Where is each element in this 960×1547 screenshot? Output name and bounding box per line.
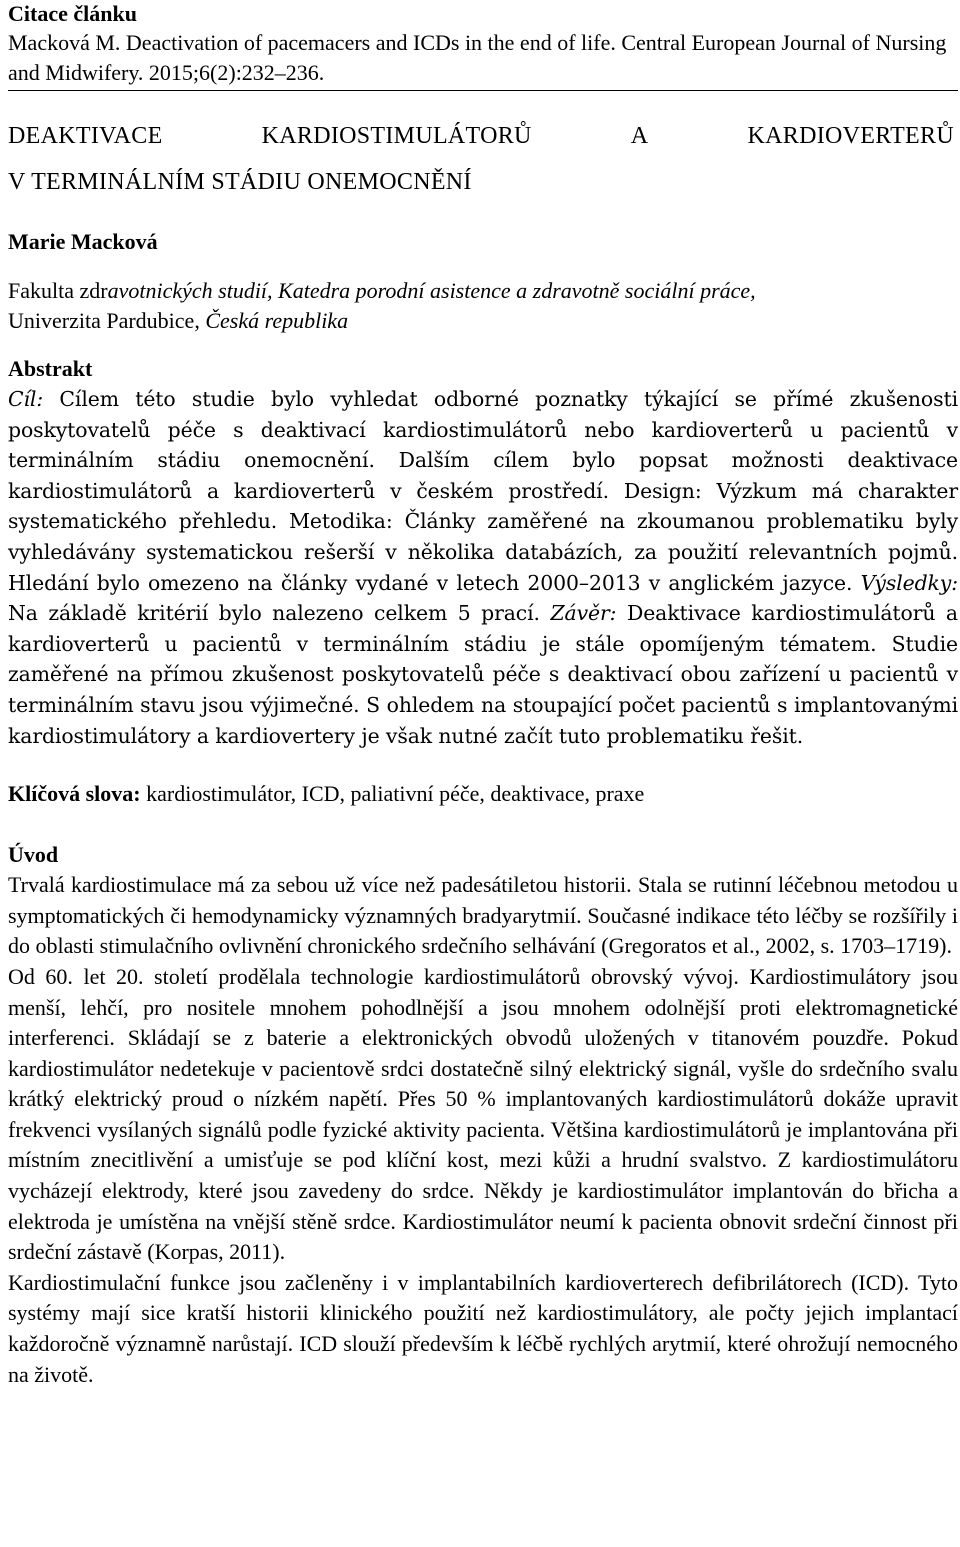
affiliation-country: Česká republika [205, 307, 349, 333]
author-name: Marie Macková [8, 229, 158, 254]
intro-paragraph-2: Od 60. let 20. století prodělala technologie kardiostimulátorů obrovský vývoj. Kardiostimulátory jsou menší, lehčí, pro nositele mnohem pohodlnější a jsou mnohem odolnější proti elektromagnetické interferenci. Skládají se z baterie a elektronických obvodů uložených v titanovém pouzdře. Pokud kardiostimulátor nedetekuje v pacientově srdci dostatečně silný elektrický signál, vyšle do srdečního svalu krátký elektrický proud o nízkém napětí. Přes 50 % implantovaných kardiostimulátorů dokáže upravit frekvenci vysílaných signálů podle fyzické aktivity pacienta. Většina kardiostimulátorů je implantována při místním znecitlivění a umisťuje se pod klíční kost, mezi kůži a hrudní svalstvo. Z kardiostimulátoru vycházejí elektrody, které jsou zavedeny do srdce. Někdy je kardiostimulátor implantován do břicha a elektroda je umístěna na vnější stěně srdce. Kardiostimulátor neumí k pacienta obnovit srdeční činnost při srdeční zástavě (Korpas, 2011). [8, 963, 958, 1265]
intro-paragraph-1: Trvalá kardiostimulace má za sebou už více než padesátiletou historii. Stala se rutinní léčebnou metodou u symptomatických či hemodynamicky významných bradyarytmií. Současné indikace této léčby se rozšířily i do oblasti stimulačního ovlivnění chronického srdečního selhávání (Gregoratos et al., 2002, s. 1703–1719). [8, 872, 958, 959]
keywords-text: kardiostimulátor, ICD, paliativní péče, deaktivace, praxe [140, 781, 645, 807]
article-title [8, 113, 958, 205]
title-word-4: KARDIOVERTERŮ [747, 123, 954, 149]
intro-paragraph-3: Kardiostimulační funkce jsou začleněny i v implantabilních kardioverterech defibrilátorech (ICD). Tyto systémy mají sice kratší historii klinického použití než kardiostimulátory, ale počty jejich implantací každoročně významně narůstají. ICD slouží především k léčbě rychlých arytmií, které ohrožují nemocného na životě. [8, 1269, 958, 1387]
affiliation-line2: Univerzita Pardubice, [8, 307, 206, 333]
abstract-conclusion-label: Závěr: [550, 601, 617, 626]
abstract-results-label: Výsledky: [860, 570, 958, 595]
affiliation-prefix: Fakulta zdr [8, 277, 108, 303]
citation-text: Macková M. Deactivation of pacemacers and ICDs in the end of life. Central European Journal of Nursing and Midwifery. 2015;6(2):232–236. [8, 30, 947, 85]
title-word-2: KARDIOSTIMULÁTORŮ [261, 123, 532, 149]
abstract-heading: Abstrakt [8, 355, 93, 381]
abstract-results-text: Na základě kritérií bylo nalezeno celkem 5 prací. [8, 601, 551, 626]
citation-heading: Citace článku [8, 1, 137, 26]
keywords-label: Klíčová slova: [8, 781, 141, 807]
divider [8, 90, 958, 91]
title-word-3: A [630, 123, 649, 149]
affiliation [8, 276, 958, 336]
abstract-body [8, 384, 958, 751]
abstract-goal-label: Cíl: [8, 387, 44, 411]
intro-body [8, 870, 958, 1390]
intro-heading: Úvod [8, 841, 59, 867]
keywords [8, 779, 958, 810]
title-line-2: V TERMINÁLNÍM STÁDIU ONEMOCNĚNÍ [8, 169, 472, 195]
abstract-goal-text: Cílem této studie bylo vyhledat odborné poznatky týkající se přímé zkušenosti poskytovatelů péče s deaktivací kardiostimulátorů nebo kardioverterů u pacientů v terminálním stádiu onemocnění. Dalším cílem bylo popsat možnosti deaktivace kardiostimulátorů a kardioverterů v českém prostředí. Design: Výzkum má charakter systematického přehledu. Metodika: Články zaměřené na zkoumanou problematiku [8, 387, 958, 534]
abstract-conclusion-text: Deaktivace kardiostimulátorů a kardioverterů u pacientů v terminálním stádiu je stále opomíjeným tématem. Studie zaměřené na přímou zkušenost poskytovatelů péče s deaktivací obou zařízení u pacientů v terminálním stavu jsou výjimečné. S ohledem na stoupající počet pacientů s implantovanými kardiostimulátory a kardiovertery je však nutné začít tuto problematiku řešit. [8, 601, 958, 748]
affiliation-italic: avotnických studií, Katedra porodní asistence a zdravotně sociální práce, [107, 277, 756, 303]
abstract-rest-text: byly vyhledávány systematickou rešerší v několika databázích, za použití relevantních pojmů. Hledání bylo omezeno na články vydané v letech 2000–2013 v anglickém jazyce. [8, 509, 958, 595]
title-word-1: DEAKTIVACE [8, 123, 163, 149]
